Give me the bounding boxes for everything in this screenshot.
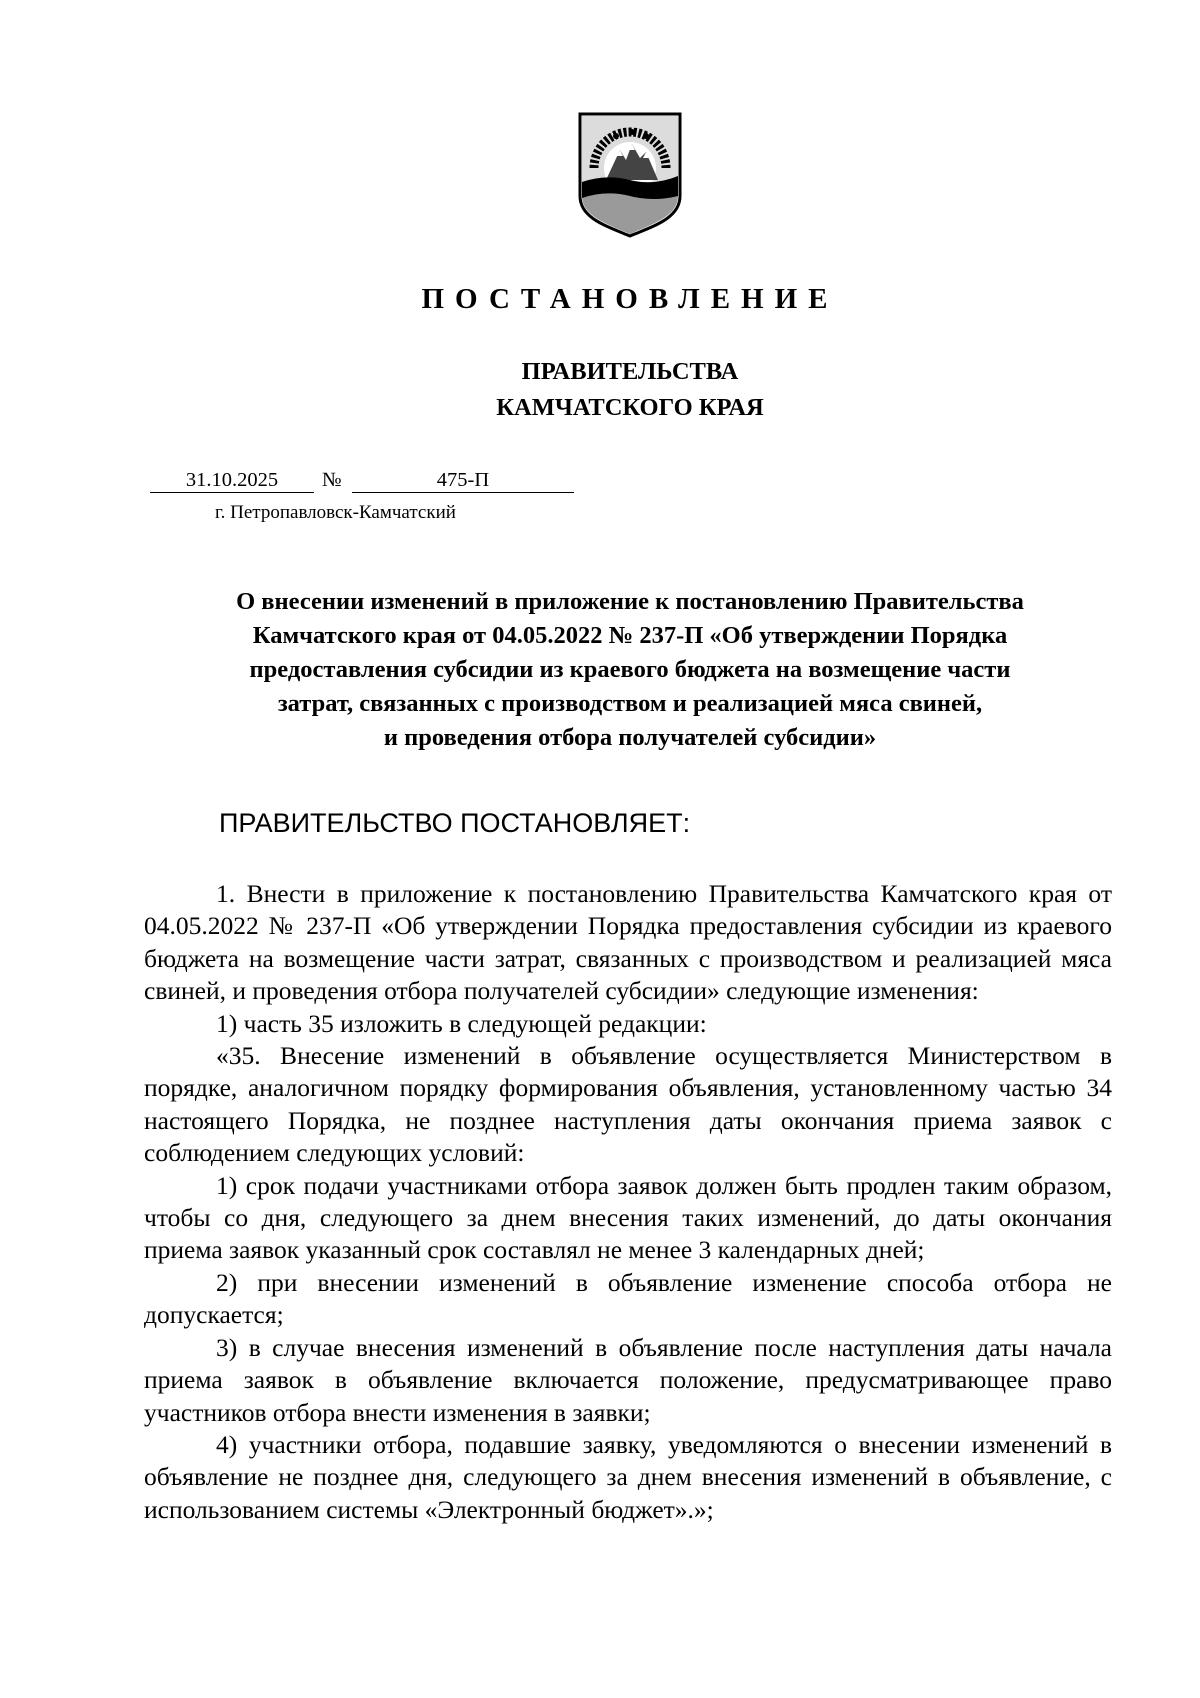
registration-date: 31.10.2025 [150, 468, 314, 493]
issuer-line-1: ПРАВИТЕЛЬСТВА [521, 358, 739, 385]
subject-line: затрат, связанных с производством и реализацией мяса свиней, [277, 690, 983, 717]
number-sign: № [322, 469, 342, 491]
kamchatka-coat-of-arms-icon [576, 110, 684, 238]
subject-line: О внесении изменений в приложение к постановлению Правительства [236, 588, 1024, 615]
body-paragraph: 1) срок подачи участниками отбора заявок должен быть продлен таким образом, чтобы со дня, следующего за днем внесения таких изменений, до даты окончания приема заявок указанный срок составлял не менее 3 календарных дней; [144, 1170, 1112, 1265]
body-paragraph: 4) участники отбора, подавшие заявку, уведомляются о внесении изменений в объявление не позднее дня, следующего за днем внесения изменений в объявление, с использованием системы «Электронный бюджет».»; [144, 1429, 1112, 1524]
registration-number: 475-П [352, 468, 574, 493]
document-subject [60, 585, 1200, 755]
document-type-title: ПОСТАНОВЛЕНИЕ [421, 283, 839, 315]
body-paragraph: 1. Внести в приложение к постановлению Правительства Камчатского края от 04.05.2022 № 237-П «Об утверждении Порядка предоставления субсидии из краевого бюджета на возмещение части затрат, связанных с производством и реализацией мяса свиней, и проведения отбора получателей субсидии» следующие изменения: [144, 879, 1112, 1006]
body-paragraph: 1) часть 35 изложить в следующей редакции: [216, 1008, 707, 1038]
body-paragraph: 2) при внесении изменений в объявление изменение способа отбора не допускается; [144, 1267, 1112, 1330]
resolution-phrase: ПРАВИТЕЛЬСТВО ПОСТАНОВЛЯЕТ: [219, 808, 691, 838]
issuer-block [0, 354, 1200, 426]
subject-line: Камчатского края от 04.05.2022 № 237-П «Об утверждении Порядка [252, 622, 1008, 649]
body-paragraph: «35. Внесение изменений в объявление осуществляется Министерством в порядке, аналогичном порядку формирования объявления, установленному частью 34 настоящего Порядка, не позднее наступления даты окончания приема заявок с соблюдением следующих условий: [144, 1041, 1112, 1168]
body-paragraph: 3) в случае внесения изменений в объявление после наступления даты начала приема заявок в объявление включается положение, предусматривающее право участников отбора внести изменения в заявки; [144, 1332, 1112, 1427]
coat-of-arms-emblem [576, 110, 684, 238]
city-name: г. Петропавловск-Камчатский [215, 502, 456, 523]
subject-line: предоставления субсидии из краевого бюджета на возмещение части [249, 656, 1011, 683]
document-body [144, 878, 1112, 1526]
subject-line: и проведения отбора получателей субсидии» [383, 724, 877, 751]
issuer-line-2: КАМЧАТСКОГО КРАЯ [496, 394, 764, 421]
